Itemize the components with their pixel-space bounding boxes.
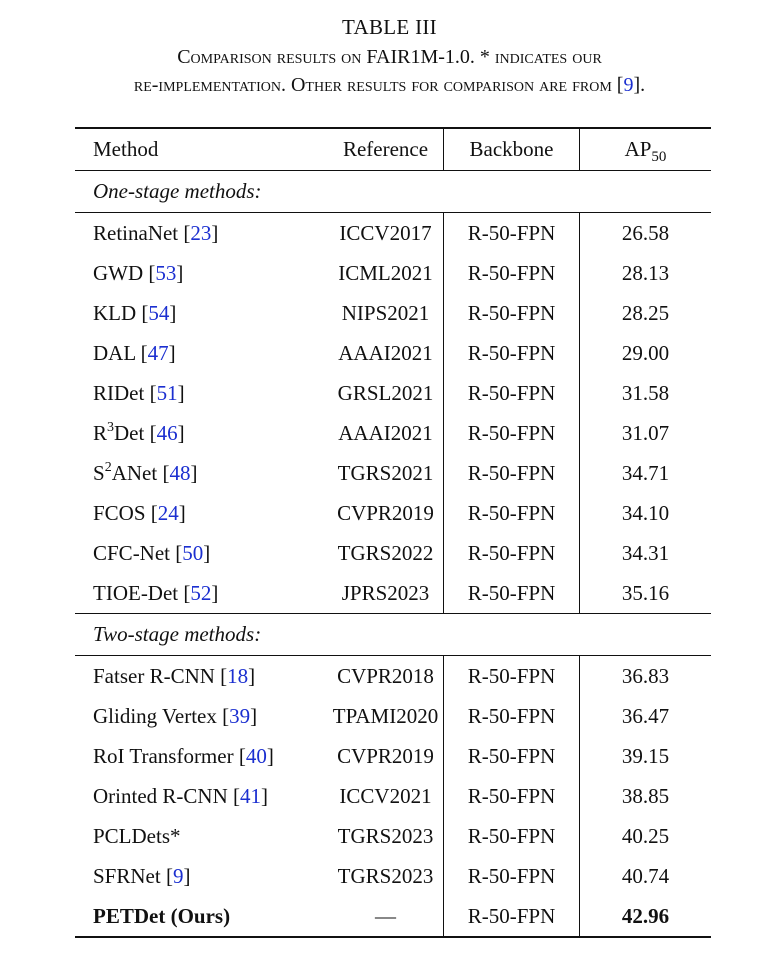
- citation-link[interactable]: 52: [190, 580, 212, 605]
- reference-cell: AAAI2021: [338, 420, 433, 445]
- method-cell: GWD [53]: [93, 260, 184, 285]
- method-name: GWD: [93, 260, 144, 285]
- backbone-cell: R-50-FPN: [444, 533, 580, 573]
- reference-cell: TGRS2023: [337, 863, 434, 888]
- ap50-cell: 34.71: [580, 453, 712, 493]
- reference-cell: ICML2021: [338, 260, 433, 285]
- table-row: [75, 656, 711, 697]
- method-name-suffix: ANet: [111, 460, 158, 485]
- backbone-cell: R-50-FPN: [444, 293, 580, 333]
- method-cell: RIDet [51]: [93, 380, 185, 405]
- method-name-superscript: 2: [104, 459, 112, 475]
- citation-link[interactable]: 24: [157, 500, 179, 525]
- method-cell: $R^3Det$ [46]: [93, 419, 185, 445]
- ap50-cell: 34.10: [580, 493, 712, 533]
- table-row: [75, 333, 711, 373]
- method-name: DAL: [93, 340, 136, 365]
- method-cell: RoI Transformer [40]: [93, 743, 274, 768]
- citation-link[interactable]: 23: [190, 220, 212, 245]
- method-cell: [75, 816, 328, 856]
- reference-cell: TGRS2021: [337, 460, 434, 485]
- table-row: [75, 736, 711, 776]
- method-name: RetinaNet: [93, 220, 179, 245]
- backbone-cell: R-50-FPN: [444, 856, 580, 896]
- backbone-cell: R-50-FPN: [444, 453, 580, 493]
- table-row: [75, 293, 711, 333]
- method-name-superscript: 3: [107, 419, 115, 435]
- ap50-cell: 35.16: [580, 573, 712, 614]
- section-title: One-stage methods:: [75, 171, 711, 213]
- citation-link[interactable]: 39: [229, 703, 251, 728]
- reference-cell: AAAI2021: [338, 340, 433, 365]
- backbone-cell: R-50-FPN: [444, 696, 580, 736]
- method-cell: Gliding Vertex [39]: [93, 703, 258, 728]
- reference-cell: ICCV2017: [339, 220, 432, 245]
- citation-link[interactable]: 41: [240, 783, 261, 808]
- method-cell: [75, 896, 328, 937]
- reference-cell: TGRS2022: [337, 540, 434, 565]
- method-name: TIOE-Det: [93, 580, 179, 605]
- header-reference: Reference: [328, 128, 444, 171]
- table-row: [75, 213, 711, 254]
- header-ap-sub: 50: [651, 149, 667, 165]
- reference-cell: GRSL2021: [337, 380, 434, 405]
- backbone-cell: R-50-FPN: [444, 736, 580, 776]
- table-row: [75, 816, 711, 856]
- ap50-cell: 39.15: [580, 736, 712, 776]
- method-name: FCOS: [93, 500, 146, 525]
- ap50-cell: 36.47: [580, 696, 712, 736]
- ap50-cell: 36.83: [580, 656, 712, 697]
- backbone-cell: R-50-FPN: [444, 816, 580, 856]
- reference-cell: NIPS2021: [341, 300, 430, 325]
- caption-text-1c: . * indicates our: [469, 46, 602, 68]
- table-row: [75, 896, 711, 937]
- backbone-cell: R-50-FPN: [444, 896, 580, 937]
- table-row: [75, 253, 711, 293]
- method-cell: DAL [47]: [93, 340, 176, 365]
- reference-cell: JPRS2023: [341, 580, 430, 605]
- section-header-row: [75, 614, 711, 656]
- backbone-cell: R-50-FPN: [444, 373, 580, 413]
- backbone-cell: R-50-FPN: [444, 776, 580, 816]
- ap50-cell: 29.00: [580, 333, 712, 373]
- citation-link[interactable]: 9: [172, 863, 184, 888]
- citation-link[interactable]: 54: [148, 300, 170, 325]
- ap50-cell: 34.31: [580, 533, 712, 573]
- reference-cell: CVPR2019: [337, 743, 434, 768]
- backbone-cell: R-50-FPN: [444, 493, 580, 533]
- citation-link[interactable]: 46: [156, 420, 178, 445]
- method-cell: CFC-Net [50]: [93, 540, 211, 565]
- method-cell: SFRNet [9]: [93, 863, 191, 888]
- table-row: [75, 776, 711, 816]
- header-method: Method: [75, 128, 328, 171]
- method-name: SFRNet: [93, 863, 161, 888]
- method-cell: Orinted R-CNN [41]: [93, 783, 268, 808]
- reference-cell: TGRS2023: [337, 823, 434, 848]
- ap50-cell: 40.25: [580, 816, 712, 856]
- header-row: [75, 128, 711, 171]
- table-row: [75, 373, 711, 413]
- citation-link[interactable]: 47: [147, 340, 169, 365]
- reference-cell: CVPR2018: [337, 663, 434, 688]
- caption-citation-link[interactable]: 9: [623, 74, 634, 96]
- method-name: Gliding Vertex: [93, 703, 217, 728]
- ap50-cell: 40.74: [580, 856, 712, 896]
- method-name-prefix: S: [93, 460, 105, 485]
- caption-text-2a: re-implementation. Other results for comparison are from [: [133, 74, 624, 96]
- backbone-cell: R-50-FPN: [444, 333, 580, 373]
- method-name: Orinted R-CNN: [93, 783, 228, 808]
- citation-link[interactable]: 50: [182, 540, 204, 565]
- table-row: [75, 413, 711, 453]
- header-ap-main: AP: [624, 137, 652, 161]
- comparison-table: [75, 127, 711, 938]
- table-row: [75, 856, 711, 896]
- table-label: TABLE III: [342, 15, 437, 39]
- reference-cell: TPAMI2020: [332, 703, 439, 728]
- table-row: [75, 573, 711, 614]
- method-name-suffix: Det: [114, 420, 145, 445]
- method-cell: TIOE-Det [52]: [93, 580, 219, 605]
- reference-cell: —: [328, 896, 444, 937]
- section-header-row: [75, 171, 711, 213]
- table-row: [75, 696, 711, 736]
- ap50-cell: 26.58: [580, 213, 712, 254]
- backbone-cell: R-50-FPN: [444, 573, 580, 614]
- method-name: PETDet (Ours): [93, 903, 231, 928]
- backbone-cell: R-50-FPN: [444, 213, 580, 254]
- header-ap50: [580, 128, 712, 171]
- method-name: RoI Transformer: [93, 743, 234, 768]
- method-name: CFC-Net: [93, 540, 171, 565]
- reference-cell: ICCV2021: [339, 783, 432, 808]
- citation-link[interactable]: 18: [227, 663, 249, 688]
- backbone-cell: R-50-FPN: [444, 656, 580, 697]
- citation-link[interactable]: 53: [155, 260, 177, 285]
- caption-text-2b: ].: [633, 74, 646, 96]
- citation-link[interactable]: 48: [169, 460, 191, 485]
- table-row: [75, 453, 711, 493]
- ap50-cell: 31.07: [580, 413, 712, 453]
- caption-text-1a: Comparison results on: [177, 46, 367, 68]
- ap50-cell: 42.96: [580, 896, 712, 937]
- header-backbone: Backbone: [444, 128, 580, 171]
- ap50-cell: 31.58: [580, 373, 712, 413]
- method-cell: $S^2ANet$ [48]: [93, 459, 198, 485]
- section-title: Two-stage methods:: [75, 614, 711, 656]
- reference-cell: CVPR2019: [337, 500, 434, 525]
- ap50-cell: 28.13: [580, 253, 712, 293]
- table-caption: [0, 43, 779, 99]
- citation-link[interactable]: 51: [156, 380, 178, 405]
- method-name-prefix: R: [93, 420, 108, 445]
- method-name: PCLDets*: [93, 823, 181, 848]
- table-row: [75, 493, 711, 533]
- ap50-cell: 28.25: [580, 293, 712, 333]
- caption-dataset: FAIR1M-1.0: [366, 46, 470, 68]
- method-cell: RetinaNet [23]: [93, 220, 219, 245]
- backbone-cell: R-50-FPN: [444, 253, 580, 293]
- method-name: KLD: [93, 300, 137, 325]
- method-cell: KLD [54]: [93, 300, 177, 325]
- method-cell: FCOS [24]: [93, 500, 186, 525]
- method-name: Fatser R-CNN: [93, 663, 215, 688]
- method-cell: Fatser R-CNN [18]: [93, 663, 256, 688]
- method-name: RIDet: [93, 380, 145, 405]
- ap50-cell: 38.85: [580, 776, 712, 816]
- table-row: [75, 533, 711, 573]
- citation-link[interactable]: 40: [245, 743, 267, 768]
- backbone-cell: R-50-FPN: [444, 413, 580, 453]
